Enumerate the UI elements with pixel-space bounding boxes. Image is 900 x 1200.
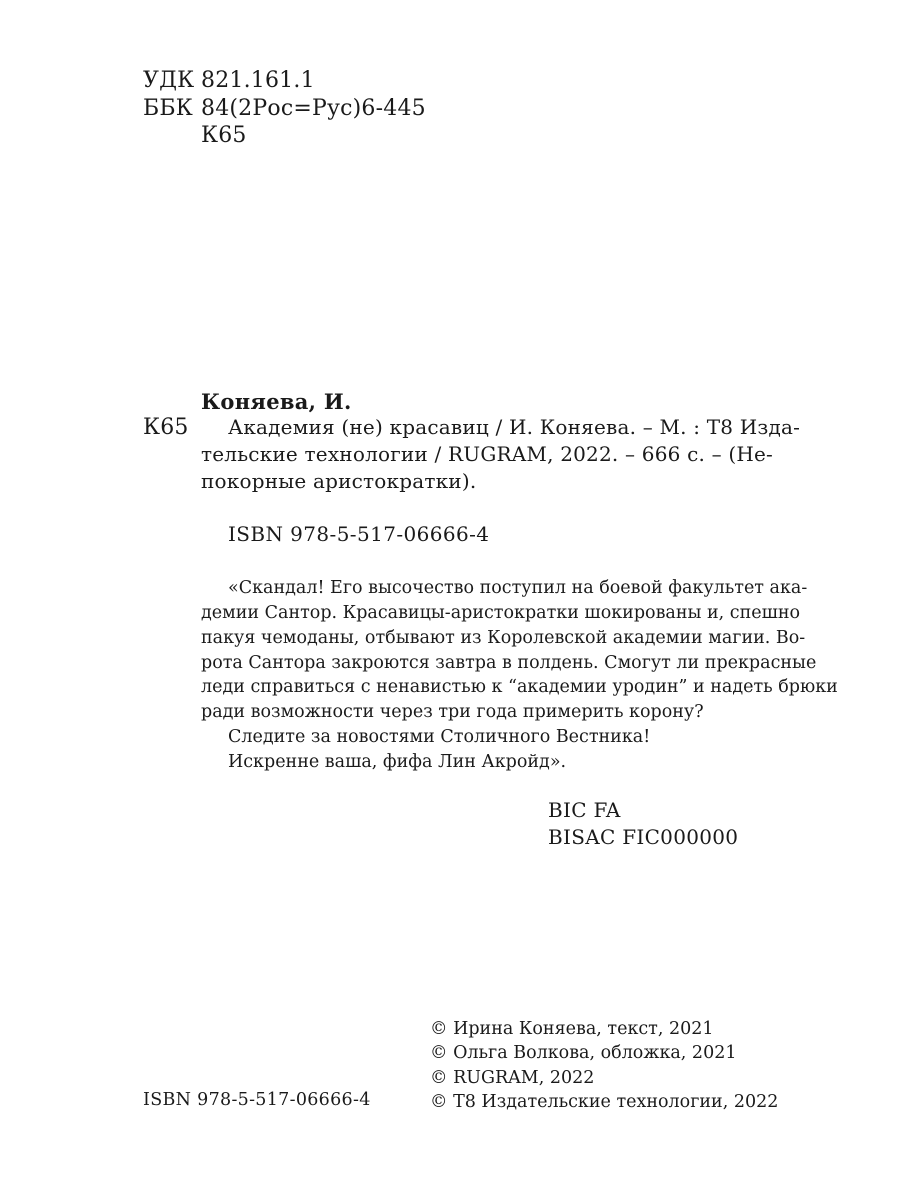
udk-value: 821.161.1	[201, 68, 315, 93]
author-mark-top-value: К65	[201, 123, 247, 148]
bic-code: BIC FA	[548, 798, 621, 822]
annotation-line-8: Искренне ваша, фифа Лин Акройд».	[228, 751, 567, 772]
entry-isbn: ISBN 978-5-517-06666-4	[228, 522, 490, 546]
description-line-1: Академия (не) красавиц / И. Коняева. – М. : Т8 Изда-	[228, 415, 801, 439]
copyright-line-4: © Т8 Издательские технологии, 2022	[430, 1091, 779, 1112]
bbk-row	[143, 96, 426, 121]
annotation-line-5: леди справиться с ненавистью к “академии уродин” и надеть брюки	[201, 677, 838, 698]
footer-isbn: ISBN 978-5-517-06666-4	[143, 1090, 371, 1110]
entry-author: Коняева, И.	[201, 389, 352, 414]
udk-row	[143, 68, 315, 93]
bbk-value: 84(2Рос=Рус)6-445	[201, 96, 426, 121]
annotation-line-6: ради возможности через три года примерить корону?	[201, 702, 704, 723]
entry-description	[228, 414, 800, 441]
annotation-line-4: рота Сантора закроются завтра в полдень. Смогут ли прекрасные	[201, 652, 817, 673]
copyright-line-3: © RUGRAM, 2022	[430, 1067, 595, 1088]
entry-description-cont	[201, 441, 773, 495]
annotation-first	[228, 576, 807, 601]
annotation-body	[201, 601, 838, 725]
subject-codes	[548, 797, 738, 851]
annotation-line-2: демии Сантор. Красавицы-аристократки шокированы и, спешно	[201, 603, 801, 623]
annotation-line-7: Следите за новостями Столичного Вестника!	[228, 727, 651, 747]
annotation-line-3: пакуя чемоданы, отбывают из Королевской академии магии. Во-	[201, 627, 806, 648]
copyright-line-1: © Ирина Коняева, текст, 2021	[430, 1019, 714, 1039]
copyright-line-2: © Ольга Волкова, обложка, 2021	[430, 1043, 737, 1064]
bbk-label: ББК	[143, 96, 193, 121]
author-mark-top	[201, 123, 247, 148]
description-line-2: тельские технологии / RUGRAM, 2022. – 666 с. – (Не-	[201, 442, 774, 466]
entry-author-mark: К65	[143, 415, 189, 440]
description-line-3: покорные аристократки).	[201, 469, 477, 493]
annotation-line-1: «Скандал! Его высочество поступил на боевой факультет ака-	[228, 578, 808, 598]
copyright-block	[430, 1017, 778, 1114]
bisac-code: BISAC FIC000000	[548, 825, 739, 849]
annotation-closing	[228, 725, 650, 775]
udk-label: УДК	[143, 68, 195, 93]
